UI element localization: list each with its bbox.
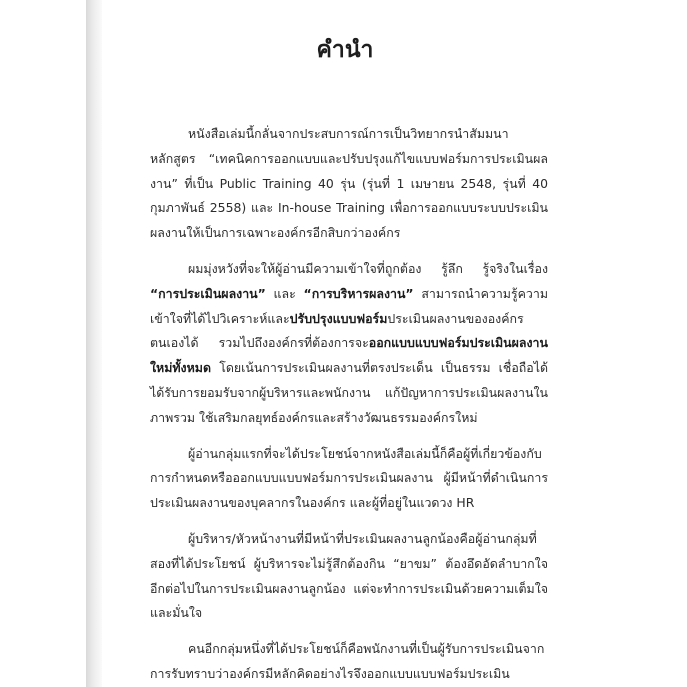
- text-run: หนังสือเล่มนี้กลั่นจากประสบการณ์การเป็นวิทยากรนำสัมมนาหลักสูตร “เทคนิคการออกแบบและปรับปรุงแก้ไขแบบฟอร์มการประเมินผลงาน” ที่เป็น Public Training 40 รุ่น (รุ่นที่ 1 เมษายน 2548, รุ่นที่ 40 กุมภาพันธ์ 2558) และ In-house Training เพื่อการออกแบบระบบประเมินผลงานให้เป็นการเฉพาะองค์กรอีกสิบกว่าองค์กร: [150, 126, 548, 241]
- body-paragraph: [150, 527, 548, 626]
- body-paragraph: [150, 637, 548, 687]
- page-edge-shadow: [86, 0, 102, 687]
- document-page[interactable]: [102, 0, 662, 687]
- bold-phrase: “การบริหารผลงาน”: [303, 285, 414, 301]
- bold-phrase: ออกแบบแบบฟอร์มประเมินผลงานใหม่ทั้งหมด: [150, 335, 548, 376]
- text-run: และ: [265, 285, 304, 301]
- bold-phrase: “การประเมินผลงาน”: [150, 285, 266, 301]
- body-paragraph: [150, 122, 548, 246]
- body-paragraph: [150, 442, 548, 516]
- text-run: ผู้บริหาร/หัวหน้างานที่มีหน้าที่ประเมินผลงานลูกน้องคือผู้อ่านกลุ่มที่สองที่ได้ประโยชน์ ผู้บริหารจะไม่รู้สึกต้องกิน “ยาขม” ต้องอึดอัดลำบากใจอีกต่อไปในการประเมินผลงานลูกน้อง แต่จะทำการประเมินด้วยความเต็มใจและมั่นใจ: [150, 530, 548, 621]
- text-run: คนอีกกลุ่มหนึ่งที่ได้ประโยชน์ก็คือพนักงานที่เป็นผู้รับการประเมินจากการรับทราบว่าองค์กรมีหลักคิดอย่างไรจึงออกแบบแบบฟอร์มประเมิน: [150, 641, 545, 681]
- page-title: คำนำ: [316, 37, 374, 63]
- body-paragraph: [150, 257, 548, 431]
- text-run: สามารถนำความรู้ความเข้าใจที่ได้ไปวิเคราะห์และ: [150, 285, 548, 326]
- text-run: ประเมินผลงานขององค์กรตนเองได้ รวมไปถึงองค์กรที่ต้องการจะ: [150, 310, 524, 351]
- bold-phrase: ปรับปรุงแบบฟอร์ม: [289, 310, 388, 326]
- text-run: โดยเน้นการประเมินผลงานที่ตรงประเด็น เป็นธรรม เชื่อถือได้ ได้รับการยอมรับจากผู้บริหารและพนักงาน แก้ปัญหาการประเมินผลงานในภาพรวม ใช้เสริมกลยุทธ์องค์กรและสร้างวัฒนธรรมองค์กรใหม่: [150, 360, 548, 425]
- text-run: ผู้อ่านกลุ่มแรกที่จะได้ประโยชน์จากหนังสือเล่มนี้ก็คือผู้ที่เกี่ยวข้องกับการกำหนดหรือออกแบบแบบฟอร์มการประเมินผลงาน ผู้มีหน้าที่ดำเนินการประเมินผลงานของบุคลากรในองค์กร และผู้ที่อยู่ในแวดวง HR: [150, 445, 548, 511]
- viewer-left-margin: [0, 0, 86, 687]
- body-text: [150, 122, 548, 687]
- viewer-right-margin: [662, 0, 687, 687]
- text-run: ผมมุ่งหวังที่จะให้ผู้อ่านมีความเข้าใจที่ถูกต้อง รู้ลึก รู้จริงในเรื่อง: [188, 260, 548, 276]
